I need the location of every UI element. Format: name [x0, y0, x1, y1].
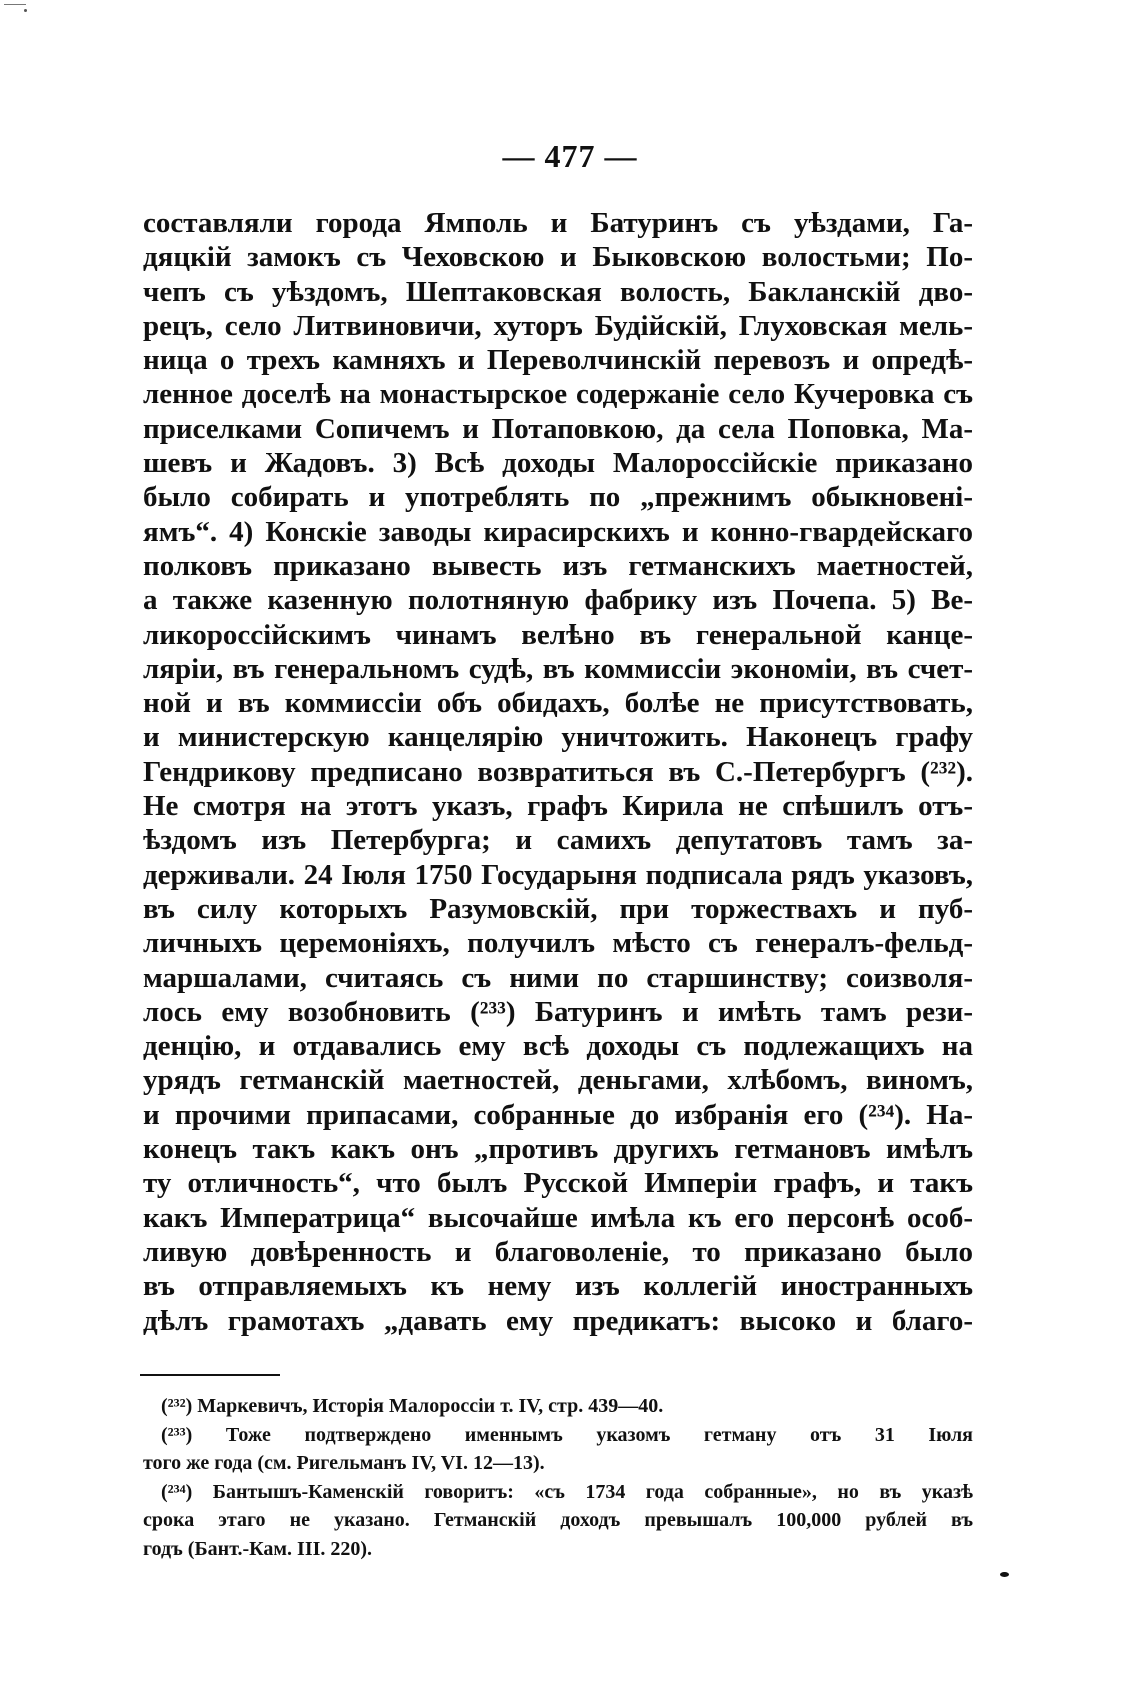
- text-line: ляріи, въ генеральномъ судѣ, въ коммиссіи экономіи, въ счет-: [143, 652, 973, 685]
- main-text: [143, 206, 973, 1338]
- page-number: — 477 —: [502, 138, 638, 174]
- footnote-234: (²³⁴) Бантышъ-Каменскій говоритъ: «съ 1734 года собранные», но въ указѣ: [161, 1480, 973, 1503]
- footnote-234-cont: срока этаго не указано. Гетманскій доходъ превышалъ 100,000 рублей въ: [143, 1509, 973, 1531]
- text-line: какъ Императрица“ высочайше имѣла къ его персонѣ особ-: [143, 1201, 973, 1234]
- text-line: маршалами, считаясь съ ними по старшинству; соизволя-: [143, 961, 973, 994]
- text-line: ѣздомъ изъ Петербурга; и самихъ депутатовъ тамъ за-: [143, 824, 973, 857]
- text-line: ликороссійскимъ чинамъ велѣно въ генеральной канце-: [143, 618, 973, 651]
- text-line: рецъ, село Литвиновичи, хуторъ Будійскій, Глуховская мель-: [143, 309, 973, 342]
- text-line: Не смотря на этотъ указъ, графъ Кирила не спѣшилъ отъ-: [143, 790, 973, 823]
- text-line: въ силу которыхъ Разумовскій, при торжествахъ и пуб-: [143, 892, 973, 925]
- text-line: шевъ и Жадовъ. 3) Всѣ доходы Малороссійскіе приказано: [143, 447, 973, 480]
- footnote-234-end: годъ (Бант.-Кам. III. 220).: [143, 1537, 373, 1560]
- footnote-232: (²³²) Маркевичъ, Исторія Малороссіи т. IV, стр. 439—40.: [161, 1395, 664, 1417]
- text-line: и прочими припасами, собранные до избранія его (²³⁴). На-: [143, 1098, 973, 1131]
- text-line: держивали. 24 Іюля 1750 Государыня подписала рядъ указовъ,: [143, 858, 973, 891]
- text-line: чепъ съ уѣздомъ, Шептаковская волость, Бакланскій дво-: [143, 275, 973, 308]
- scan-corner-mark: [4, 4, 26, 19]
- text-line: ленное доселѣ на монастырское содержаніе село Кучеровка съ: [143, 378, 973, 411]
- text-line: и министерскую канцелярію уничтожить. Наконецъ графу: [143, 721, 973, 754]
- text-line: лось ему возобновить (²³³) Батуринъ и имѣть тамъ рези-: [143, 995, 973, 1028]
- text-line: дѣлъ грамотахъ „давать ему предикатъ: высоко и благо-: [143, 1304, 973, 1337]
- text-line: дяцкій замокъ съ Чеховскою и Быковскою волостьми; По-: [143, 241, 973, 274]
- text-line: а также казенную полотняную фабрику изъ Почепа. 5) Ве-: [143, 584, 973, 617]
- footnotes: [143, 1392, 973, 1563]
- text-line: въ отправляемыхъ къ нему изъ коллегій иностранныхъ: [143, 1270, 973, 1303]
- text-line: конецъ такъ какъ онъ „противъ другихъ гетмановъ имѣлъ: [143, 1133, 973, 1166]
- text-line: личныхъ церемоніяхъ, получилъ мѣсто съ генералъ-фельд-: [143, 927, 973, 960]
- text-line: ница о трехъ камняхъ и Переволчинскій перевозъ и опредѣ-: [143, 344, 973, 377]
- text-line: денцію, и отдавались ему всѣ доходы съ подлежащихъ на: [143, 1030, 973, 1063]
- text-line: составляли города Ямполь и Батуринъ съ уѣздами, Га-: [143, 207, 973, 239]
- text-line: приселками Сопичемъ и Потаповкою, да села Поповка, Ма-: [143, 412, 973, 445]
- text-line: ямъ“. 4) Конскіе заводы кирасирскихъ и конно-гвардейскаго: [143, 515, 973, 548]
- text-line: полковъ приказано вывесть изъ гетманскихъ маетностей,: [143, 549, 973, 582]
- text-line: Гендрикову предписано возвратиться въ С.-Петербургъ (²³²).: [143, 755, 973, 788]
- footnote-233: (²³³) Тоже подтверждено именнымъ указомъ гетману отъ 31 Іюля: [161, 1423, 973, 1446]
- text-line: ту отличность“, что былъ Русской Имперіи графъ, и такъ: [143, 1167, 973, 1200]
- text-line: ливую довѣренность и благоволеніе, то приказано было: [143, 1235, 973, 1268]
- scan-speck: [1000, 1572, 1009, 1577]
- text-line: было собирать и употреблять по „прежнимъ обыкновені-: [143, 481, 973, 514]
- text-line: ной и въ коммиссіи объ обидахъ, болѣе не присутствовать,: [143, 687, 973, 720]
- footnote-233-cont: того же года (см. Ригельманъ IV, VI. 12—13).: [143, 1452, 545, 1474]
- text-line: урядъ гетманскій маетностей, деньгами, хлѣбомъ, виномъ,: [143, 1064, 973, 1097]
- footnote-separator: [140, 1374, 280, 1376]
